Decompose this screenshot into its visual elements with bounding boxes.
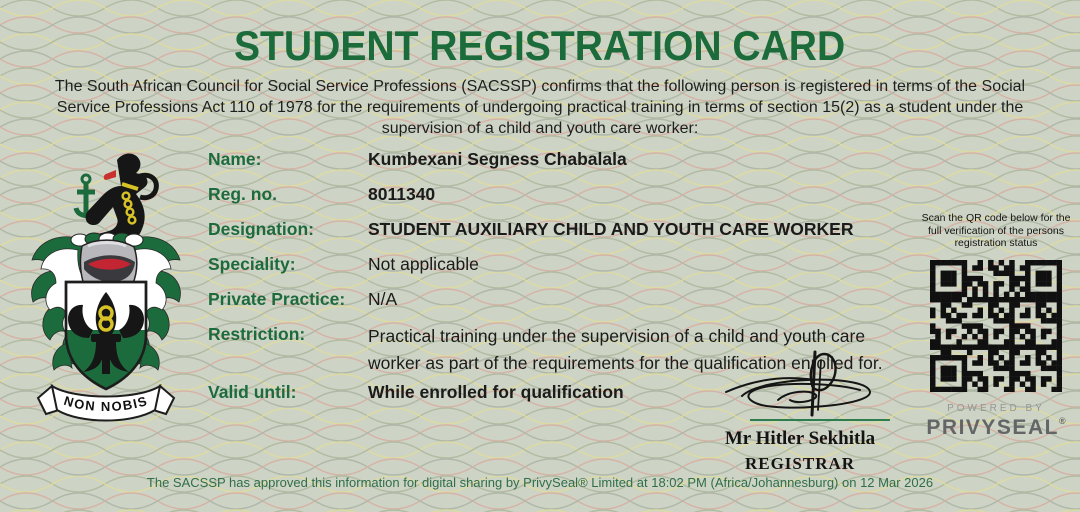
footer-note: The SACSSP has approved this information for digital sharing by PrivySeal® Limited at 18:02 PM (Africa/Johannesburg) on 12 Mar 2026 bbox=[146, 475, 934, 490]
registrar-signature bbox=[718, 350, 896, 418]
field-value: 8011340 bbox=[368, 184, 436, 204]
signature-line bbox=[750, 419, 890, 421]
privyseal-logo bbox=[920, 416, 1072, 440]
field-row-speciality bbox=[208, 253, 928, 276]
field-row-designation bbox=[208, 218, 928, 241]
field-value: STUDENT AUXILIARY CHILD AND YOUTH CARE WORKER bbox=[368, 219, 854, 239]
qr-instruction: Scan the QR code below for the full verification of the persons registration status bbox=[921, 212, 1071, 249]
field-label: Reg. no. bbox=[208, 184, 278, 204]
qr-verification-panel bbox=[920, 212, 1072, 440]
field-row-private-practice bbox=[208, 288, 928, 311]
registered-mark: ® bbox=[1058, 415, 1066, 426]
field-row-reg-no bbox=[208, 183, 928, 206]
registrar-title: REGISTRAR bbox=[744, 454, 856, 473]
intro-text: The South African Council for Social Service Professions (SACSSP) confirms that the following person is registered in terms of the Social Service Professions Act 110 of 1978 for the requirements of undergoing practical training in terms of section 15(2) as a student under the supervision of a child and youth care worker: bbox=[54, 78, 1026, 137]
field-value: Kumbexani Segness Chabalala bbox=[368, 149, 627, 169]
field-label: Private Practice: bbox=[208, 289, 346, 309]
field-label: Name: bbox=[208, 149, 262, 169]
field-value: N/A bbox=[368, 289, 398, 309]
sacssp-coat-of-arms-icon bbox=[22, 146, 190, 428]
field-label: Speciality: bbox=[208, 254, 296, 274]
field-row-name bbox=[208, 148, 928, 171]
field-label: Designation: bbox=[208, 219, 314, 239]
powered-by-label: POWERED BY bbox=[947, 402, 1045, 414]
field-label: Restriction: bbox=[208, 324, 306, 344]
page-title: STUDENT REGISTRATION CARD bbox=[234, 22, 846, 69]
field-label: Valid until: bbox=[208, 382, 297, 402]
field-value: While enrolled for qualification bbox=[368, 382, 624, 402]
field-value: Practical training under the supervision of a child and youth care worker as part of the requirements for the qualification enrolled for. bbox=[368, 326, 883, 373]
qr-code bbox=[930, 260, 1062, 392]
field-value: Not applicable bbox=[368, 254, 479, 274]
registrar-name: Mr Hitler Sekhitla bbox=[724, 428, 876, 449]
privyseal-wordmark: PRIVYSEAL bbox=[926, 415, 1059, 439]
crest-motto: NON NOBIS bbox=[62, 392, 150, 415]
motto-ribbon bbox=[38, 386, 174, 421]
